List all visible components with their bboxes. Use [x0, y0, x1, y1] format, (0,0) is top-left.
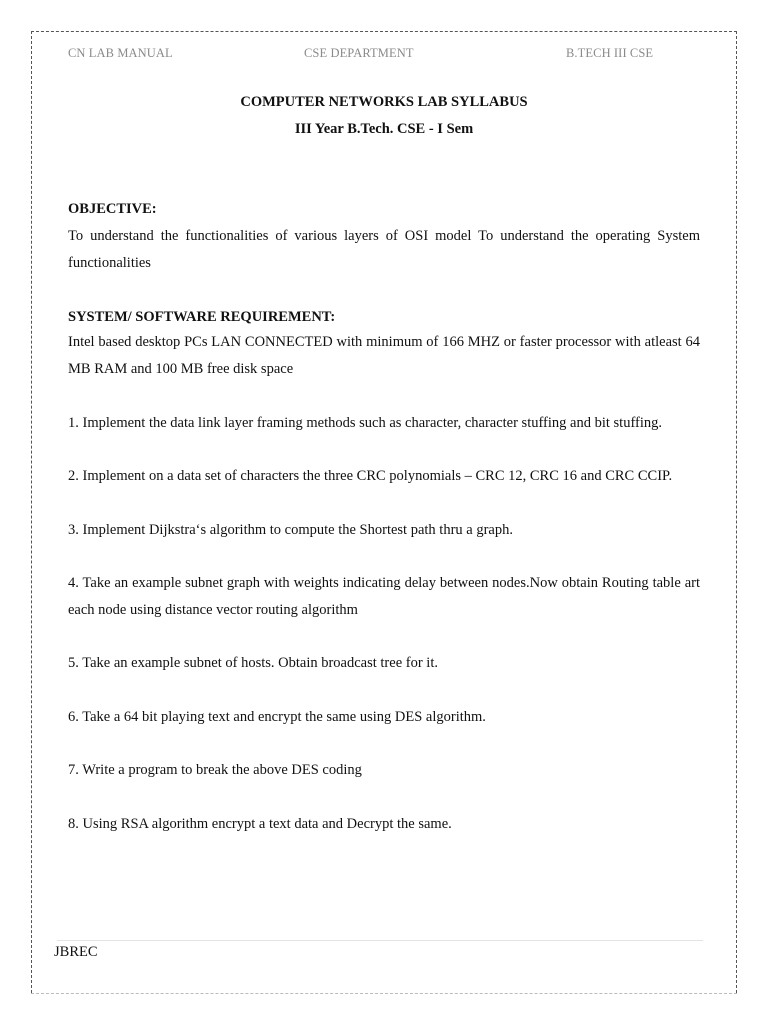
experiment-item-1: 1. Implement the data link layer framing methods such as character, character stuffing and bit stuffing. [68, 415, 662, 431]
requirements-heading: SYSTEM/ SOFTWARE REQUIREMENT: [68, 309, 336, 325]
header-department-label: CSE DEPARTMENT [304, 46, 414, 60]
experiment-item-4: 4. Take an example subnet graph with weights indicating delay between nodes.Now obtain Routing table art each node using distance vector routing algorithm [68, 575, 700, 618]
page-bottom-border [31, 993, 737, 994]
objective-heading: OBJECTIVE: [68, 201, 157, 217]
objective-text: To understand the functionalities of various layers of OSI model To understand the operating System functionalities [68, 228, 700, 271]
page-frame [31, 31, 737, 993]
document-subtitle: III Year B.Tech. CSE - I Sem [294, 121, 474, 137]
experiment-item-5: 5. Take an example subnet of hosts. Obtain broadcast tree for it. [68, 655, 438, 671]
document-title: COMPUTER NETWORKS LAB SYLLABUS [240, 94, 528, 110]
header-course-label: B.TECH III CSE [566, 46, 654, 60]
requirements-text: Intel based desktop PCs LAN CONNECTED with minimum of 166 MHZ or faster processor with atleast 64 MB RAM and 100 MB free disk space [68, 334, 700, 377]
experiment-item-7: 7. Write a program to break the above DES coding [68, 762, 362, 778]
experiment-item-6: 6. Take a 64 bit playing text and encrypt the same using DES algorithm. [68, 709, 486, 725]
header-manual-label: CN LAB MANUAL [68, 46, 173, 60]
experiment-item-3: 3. Implement Dijkstra‘s algorithm to compute the Shortest path thru a graph. [68, 522, 513, 538]
experiment-item-8: 8. Using RSA algorithm encrypt a text data and Decrypt the same. [68, 816, 452, 832]
experiment-item-2: 2. Implement on a data set of characters the three CRC polynomials – CRC 12, CRC 16 and CRC CCIP. [68, 468, 673, 484]
footer-divider [57, 940, 703, 941]
footer-institution: JBREC [54, 944, 98, 960]
